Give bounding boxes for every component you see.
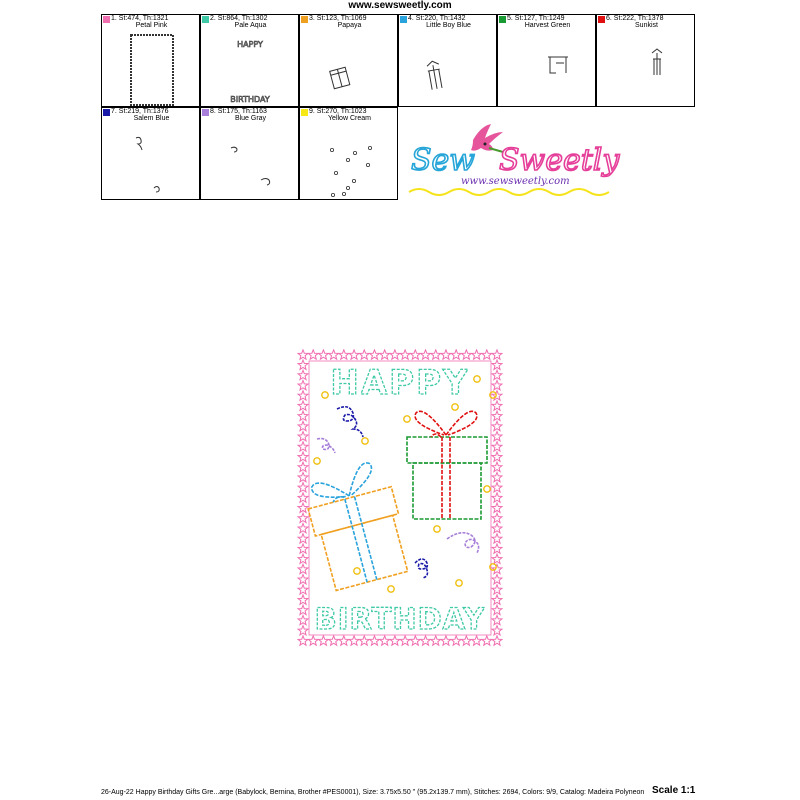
border-star	[492, 615, 502, 624]
color-name: Salem Blue	[133, 115, 170, 122]
logo-brand-first: Sew	[411, 143, 475, 178]
border-star	[492, 554, 502, 563]
color-cell-6	[596, 14, 695, 107]
border-star	[492, 493, 502, 502]
color-meta: 6. St:222, Th:1378	[606, 15, 664, 22]
border-star	[298, 462, 308, 471]
border-star	[298, 605, 308, 614]
thumb-lettering	[201, 15, 300, 108]
border-star	[492, 636, 502, 645]
color-meta: 3. St:123, Th:1069	[309, 15, 367, 22]
border-star	[298, 401, 308, 410]
thumb-birthday-text: BIRTHDAY	[230, 95, 270, 104]
border-star	[339, 350, 349, 359]
border-star	[492, 595, 502, 604]
border-star	[298, 595, 308, 604]
border-star	[298, 370, 308, 379]
border-star	[339, 636, 349, 645]
color-meta: 8. St:175, Th:1163	[210, 108, 267, 115]
border-star	[359, 350, 369, 359]
color-cell-8	[200, 107, 299, 200]
color-name: Harvest Green	[524, 22, 571, 29]
border-star	[492, 513, 502, 522]
thumb-happy-text: HAPPY	[237, 40, 263, 49]
border-star	[451, 350, 461, 359]
border-star	[492, 605, 502, 614]
border-star	[492, 564, 502, 573]
border-star	[492, 462, 502, 471]
border-star	[298, 523, 308, 532]
border-star	[298, 452, 308, 461]
border-star	[318, 636, 328, 645]
border-star	[370, 636, 380, 645]
design-happy-text: HAPPY	[330, 363, 470, 403]
color-cell-7	[101, 107, 200, 200]
border-star	[298, 411, 308, 420]
gift-right	[407, 411, 487, 519]
border-star	[431, 350, 441, 359]
border-star	[441, 350, 451, 359]
border-star	[298, 442, 308, 451]
border-star	[298, 380, 308, 389]
border-star	[390, 636, 400, 645]
border-star	[492, 472, 502, 481]
border-star	[492, 523, 502, 532]
color-cell-5	[497, 14, 596, 107]
border-star	[492, 370, 502, 379]
border-star	[298, 534, 308, 543]
logo-brand-second: Sweetly	[499, 143, 620, 178]
border-star	[400, 636, 410, 645]
thumb-streamers-light	[201, 108, 300, 201]
color-cell-2	[200, 14, 299, 107]
confetti-dots	[314, 376, 496, 592]
border-star	[318, 350, 328, 359]
border-star	[431, 636, 441, 645]
border-star	[492, 483, 502, 492]
border-star	[482, 636, 492, 645]
border-star	[451, 636, 461, 645]
border-star	[298, 483, 308, 492]
border-star	[472, 636, 482, 645]
border-star	[380, 636, 390, 645]
border-star	[298, 554, 308, 563]
border-star	[298, 575, 308, 584]
border-star	[359, 636, 369, 645]
border-star	[492, 432, 502, 441]
color-cell-1	[101, 14, 200, 107]
color-cell-9	[299, 107, 398, 200]
border-star	[410, 636, 420, 645]
border-star	[298, 636, 308, 645]
color-meta: 2. St:864, Th:1302	[210, 15, 268, 22]
border-star	[298, 493, 308, 502]
border-star	[329, 636, 339, 645]
border-star	[298, 360, 308, 369]
border-star	[298, 626, 308, 635]
thumb-gift-left	[300, 15, 399, 108]
border-star	[492, 503, 502, 512]
thumb-streamers-dark	[102, 108, 201, 201]
border-star	[492, 575, 502, 584]
site-url[interactable]: www.sewsweetly.com	[348, 0, 452, 11]
border-star	[308, 350, 318, 359]
border-star	[421, 350, 431, 359]
thumb-border	[102, 15, 201, 108]
design-birthday-text: BIRTHDAY	[314, 602, 486, 636]
border-star	[298, 421, 308, 430]
border-star	[308, 636, 318, 645]
border-star	[492, 350, 502, 359]
border-star	[461, 636, 471, 645]
color-meta: 5. St:127, Th:1249	[507, 15, 565, 22]
border-star	[492, 360, 502, 369]
border-star	[492, 452, 502, 461]
color-cell-4	[398, 14, 497, 107]
color-meta: 9. St:270, Th:1023	[309, 108, 367, 115]
border-star	[329, 350, 339, 359]
color-meta: 4. St:220, Th:1432	[408, 15, 466, 22]
border-star	[421, 636, 431, 645]
footer-info: 26-Aug-22 Happy Birthday Gifts Gre...arge (Babylock, Bernina, Brother #PES0001), Size: 3.75x5.50 " (95.2x139.7 mm), Stitches: 2694, Colors: 9/9, Catalog: Madeira Polyneon	[101, 789, 645, 796]
border-star	[298, 432, 308, 441]
border-star	[482, 350, 492, 359]
thumb-ribbon-left	[399, 15, 498, 108]
border-star	[492, 534, 502, 543]
border-star	[441, 636, 451, 645]
border-star	[298, 503, 308, 512]
thumb-dots	[300, 108, 399, 201]
border-star	[298, 513, 308, 522]
color-name: Yellow Cream	[328, 115, 371, 122]
color-meta: 1. St:474, Th:1321	[111, 15, 169, 22]
border-star	[492, 585, 502, 594]
color-name: Pale Aqua	[234, 22, 267, 29]
border-star	[400, 350, 410, 359]
color-meta: 7. St:219, Th:1376	[111, 108, 169, 115]
border-star	[298, 585, 308, 594]
border-star	[410, 350, 420, 359]
border-star	[492, 421, 502, 430]
border-star	[380, 350, 390, 359]
color-name: Papaya	[337, 22, 362, 29]
color-name: Blue Gray	[234, 115, 267, 122]
border-star	[492, 544, 502, 553]
border-star	[349, 636, 359, 645]
border-star	[298, 564, 308, 573]
logo-url: www.sewsweetly.com	[461, 176, 570, 187]
color-name: Petal Pink	[135, 22, 168, 29]
border-star	[492, 380, 502, 389]
scale-label: Scale 1:1	[652, 785, 696, 796]
border-star	[349, 350, 359, 359]
border-star	[390, 350, 400, 359]
border-star	[298, 350, 308, 359]
sewsweetly-logo	[403, 112, 623, 204]
border-star	[492, 401, 502, 410]
logo-squiggle	[409, 189, 609, 195]
border-star	[461, 350, 471, 359]
border-star	[298, 544, 308, 553]
border-star	[298, 472, 308, 481]
border-star	[370, 350, 380, 359]
color-cell-3	[299, 14, 398, 107]
color-name: Little Boy Blue	[426, 22, 471, 29]
border-star	[492, 411, 502, 420]
gift-left	[301, 458, 414, 592]
border-star	[492, 442, 502, 451]
border-star	[298, 391, 308, 400]
border-star	[472, 350, 482, 359]
border-star	[298, 615, 308, 624]
color-name: Sunkist	[635, 22, 658, 29]
thumb-ribbon-right	[597, 15, 696, 108]
card-design	[297, 349, 503, 647]
border-star	[492, 626, 502, 635]
thumb-gift-right	[498, 15, 597, 108]
